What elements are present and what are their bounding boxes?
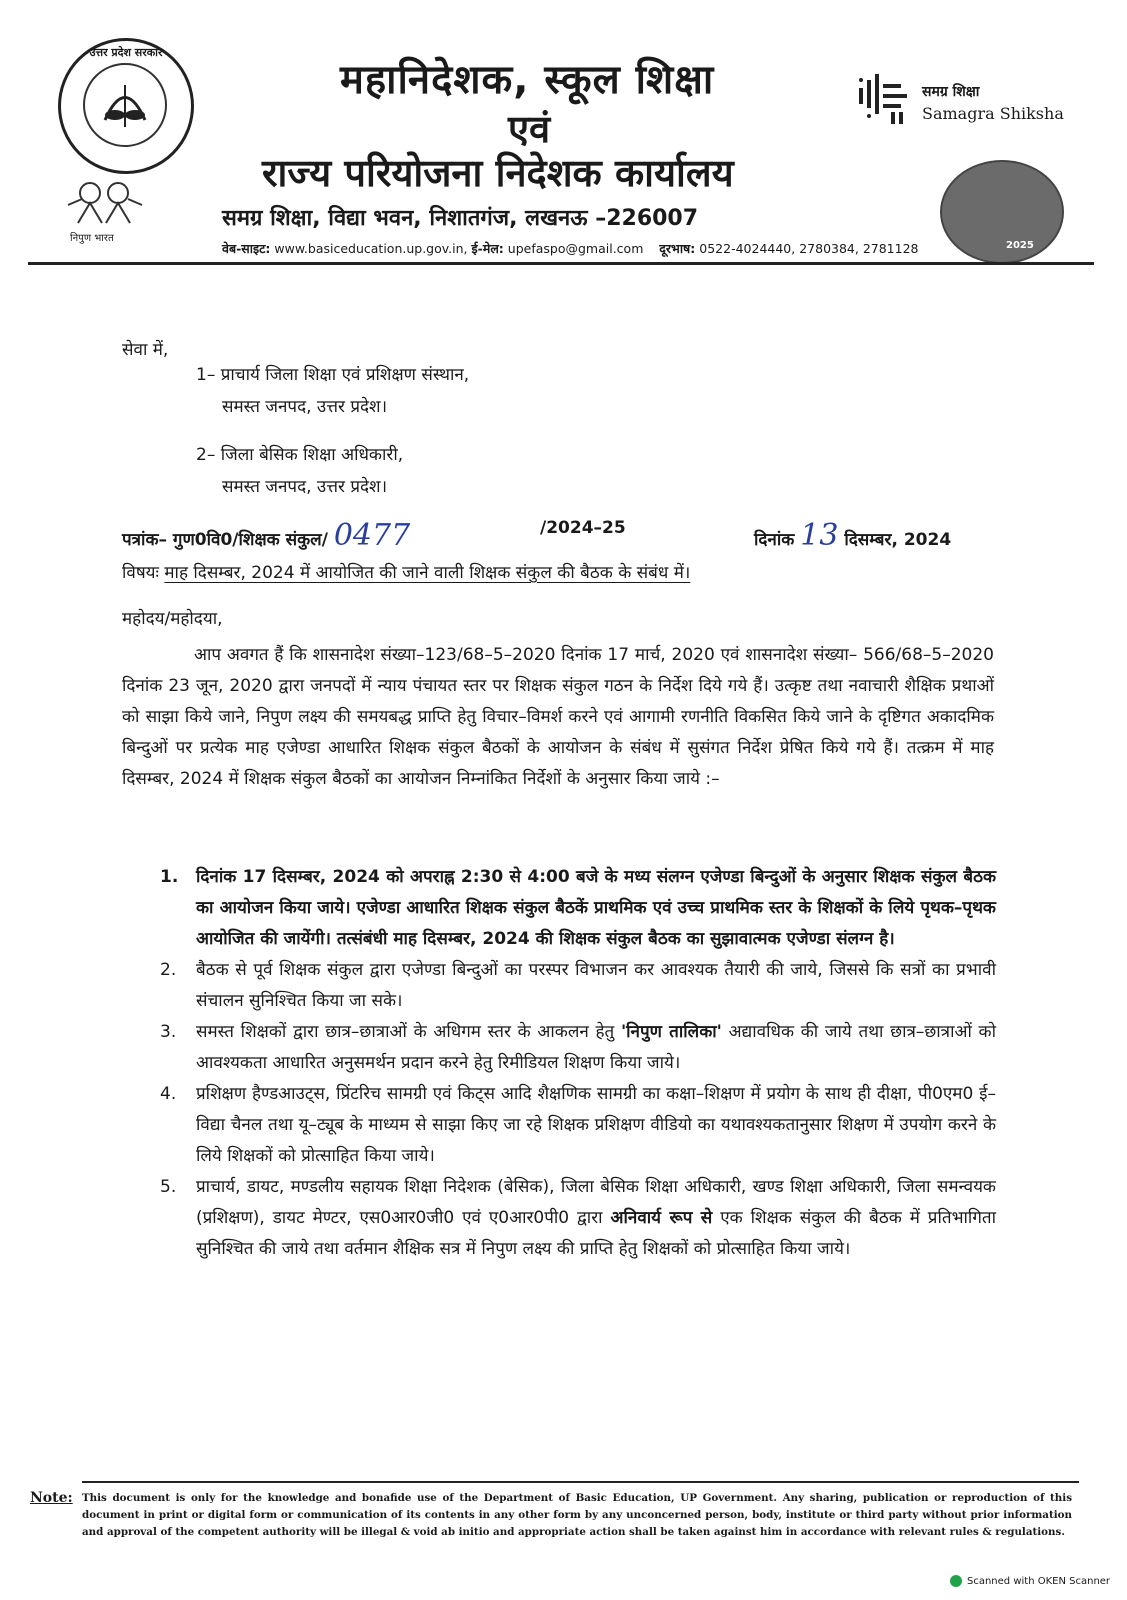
item-text: बैठक से पूर्व शिक्षक संकुल द्वारा एजेण्डा बिन्दुओं का परस्पर विभाजन कर आवश्यक तैयारी की जाये, जिससे कि सत्रों का प्रभावी संचालन सुनिश्चित किया जा सके। [196,960,996,1011]
phone-numbers: 0522-4024440, 2780384, 2781128 [699,241,919,256]
item-text-bold: अनिवार्य रूप से [610,1208,713,1228]
samagra-hindi-label: समग्र शिक्षा [922,84,980,100]
list-item [160,955,996,1017]
scanner-text: Scanned with OKEN Scanner [967,1576,1111,1587]
office-title-line2: एवं [508,107,551,151]
list-item [160,862,996,955]
item-number: 2. [160,960,177,980]
list-item [160,1172,996,1265]
website-link: www.basiceducation.up.gov.in, [274,241,468,256]
recipient-2-line2: समस्त जनपद, उत्तर प्रदेश। [222,477,388,497]
seal-year: 2025 [1006,240,1034,251]
recipient-1-line2: समस्त जनपद, उत्तर प्रदेश। [222,397,388,417]
phone-label: दूरभाष: [659,241,696,256]
note-label: Note: [30,1490,73,1506]
item-text-post: एक शिक्षक संकुल की बैठक में प्रतिभागिता सुनिश्चित की जाये तथा वर्तमान शैक्षिक सत्र में निपुण लक्ष्य की प्राप्ति हेतु शिक्षकों को प्रोत्साहित किया जाये। [196,1208,996,1259]
greeting: महोदय/महोदया, [122,609,223,629]
intro-paragraph: आप अवगत हैं कि शासनादेश संख्या–123/68–5–2020 दिनांक 17 मार्च, 2020 एवं शासनादेश संख्या– 566/68–5–2020 दिनांक 23 जून, 2020 द्वारा जनपदों में न्याय पंचायत स्तर पर शिक्षक संकुल गठन के निर्देश दिये गये हैं। उत्कृष्ट तथा नवाचारी शैक्षिक प्रथाओं को साझा किये जाने, निपुण लक्ष्य की समयबद्ध प्राप्ति हेतु विचार–विमर्श करने एवं आगामी रणनीति विकसित किये जाने के दृष्टिगत अकादमिक बिन्दुओं पर प्रत्येक माह एजेण्डा आधारित शिक्षक संकुल बैठकों के आयोजन के संबंध में सुसंगत निर्देश प्रेषित किये गये हैं। तत्क्रम में माह दिसम्बर, 2024 में शिक्षक संकुल बैठकों का आयोजन निम्नांकित निर्देशों के अनुसार किया जाये :– [122,645,994,789]
scanner-icon [950,1575,962,1587]
item-text-pre: समस्त शिक्षकों द्वारा छात्र–छात्राओं के अधिगम स्तर के आकलन हेतु [196,1022,621,1042]
handwritten-letter-number: 0477 [333,518,411,553]
item-number: 3. [160,1022,177,1042]
samagra-shiksha-logo-icon [855,68,915,128]
handwritten-date-day: 13 [800,518,839,553]
samagra-english-label: Samagra Shiksha [922,104,1064,123]
item-text: प्रशिक्षण हैण्डआउट्स, प्रिंटरिच सामग्री एवं किट्स आदि शैक्षणिक सामग्री का कक्षा–शिक्षण में प्रयोग के साथ ही दीक्षा, पी0एम0 ई–विद्या चैनल तथा यू–ट्यूब के माध्यम से साझा किए जा रहे शिक्षक प्रशिक्षण वीडियो का यथावश्यकतानुसार शिक्षण में उपयोग करने के लिये शिक्षकों को प्रोत्साहित किया जाये। [196,1084,996,1166]
event-seal-image [940,160,1064,264]
emblem-text: उत्तर प्रदेश सरकार [89,46,163,59]
office-contact [222,240,919,257]
subject-label: विषयः [122,563,159,583]
nipun-caption: निपुण भारत [70,233,114,244]
item-text-bold: 'निपुण तालिका' [620,1022,722,1042]
note-text: This document is only for the knowledge and bonafide use of the Department of Basic Education, UP Government. Any sharing, publication or reproduction of this document in print or digital form or communication of its contents in any other form by any unconcerned person, body, institute or third party without prior information and approval of the competent authority will be illegal & void ab initio and appropriate action shall be taken against him in accordance with relevant rules & regulations. [82,1492,1072,1538]
up-government-emblem [58,38,194,174]
footer-divider [82,1481,1079,1483]
subject-text: माह दिसम्बर, 2024 में आयोजित की जाने वाली शिक्षक संकुल की बैठक के संबंध में। [164,563,691,583]
item-number: 1. [160,867,179,887]
email-address: upefaspo@gmail.com [507,241,644,256]
salutation-to: सेवा में, [122,340,169,360]
item-text: दिनांक 17 दिसम्बर, 2024 को अपराह्न 2:30 से 4:00 बजे के मध्य संलग्न एजेण्डा बिन्दुओं के अनुसार शिक्षक संकुल बैठक का आयोजन किया जाये। एजेण्डा आधारित शिक्षक संकुल बैठकें प्राथमिक एवं उच्च प्राथमिक स्तर के शिक्षकों के लिये पृथक–पृथक आयोजित की जायेंगी। तत्संबंधी माह दिसम्बर, 2024 की शिक्षक संकुल बैठक का सुझावात्मक एजेण्डा संलग्न है। [196,867,996,949]
emblem-inner-ring [83,63,167,147]
subject-line [122,560,690,583]
item-text-pre: प्राचार्य, डायट, मण्डलीय सहायक शिक्षा निदेशक (बेसिक), जिला बेसिक शिक्षा अधिकारी, खण्ड शिक्षा अधिकारी, जिला समन्वयक (प्रशिक्षण), डायट मेण्टर, एस0आर0जी0 एवं ए0आर0पी0 द्वारा [196,1177,996,1228]
email-label: ई-मेल: [471,241,504,256]
reference-suffix: /2024–25 [540,518,626,538]
office-address: समग्र शिक्षा, विद्या भवन, निशातगंज, लखनऊ –226007 [222,206,699,231]
date-month-year: दिसम्बर, 2024 [844,530,952,550]
reference-prefix: पत्रांक– गुण0वि0/शिक्षक संकुल/ [122,530,328,550]
header-divider [28,262,1094,265]
letter-reference [122,518,410,553]
instruction-list [160,862,996,1265]
office-title-line1: महानिदेशक, स्कूल शिक्षा [340,57,715,103]
recipient-2-line1: 2– जिला बेसिक शिक्षा अधिकारी, [196,445,404,465]
fish-bow-icon [85,65,165,145]
scanner-watermark [950,1575,1110,1587]
date-label: दिनांक [754,530,795,550]
office-title-line3: राज्य परियोजना निदेशक कार्यालय [262,151,734,195]
list-item [160,1079,996,1172]
list-item [160,1017,996,1079]
letter-date [754,518,951,553]
website-label: वेब-साइट: [222,241,271,256]
recipient-1-line1: 1– प्राचार्य जिला शिक्षा एवं प्रशिक्षण संस्थान, [196,365,470,385]
item-number: 5. [160,1177,177,1197]
nipun-bharat-logo [60,175,150,225]
item-text-post: अद्यावधिक की जाये तथा छात्र–छात्राओं को आवश्यकता आधारित अनुसमर्थन प्रदान करने हेतु रिमीडियल शिक्षण किया जाये। [196,1022,997,1073]
item-number: 4. [160,1084,177,1104]
